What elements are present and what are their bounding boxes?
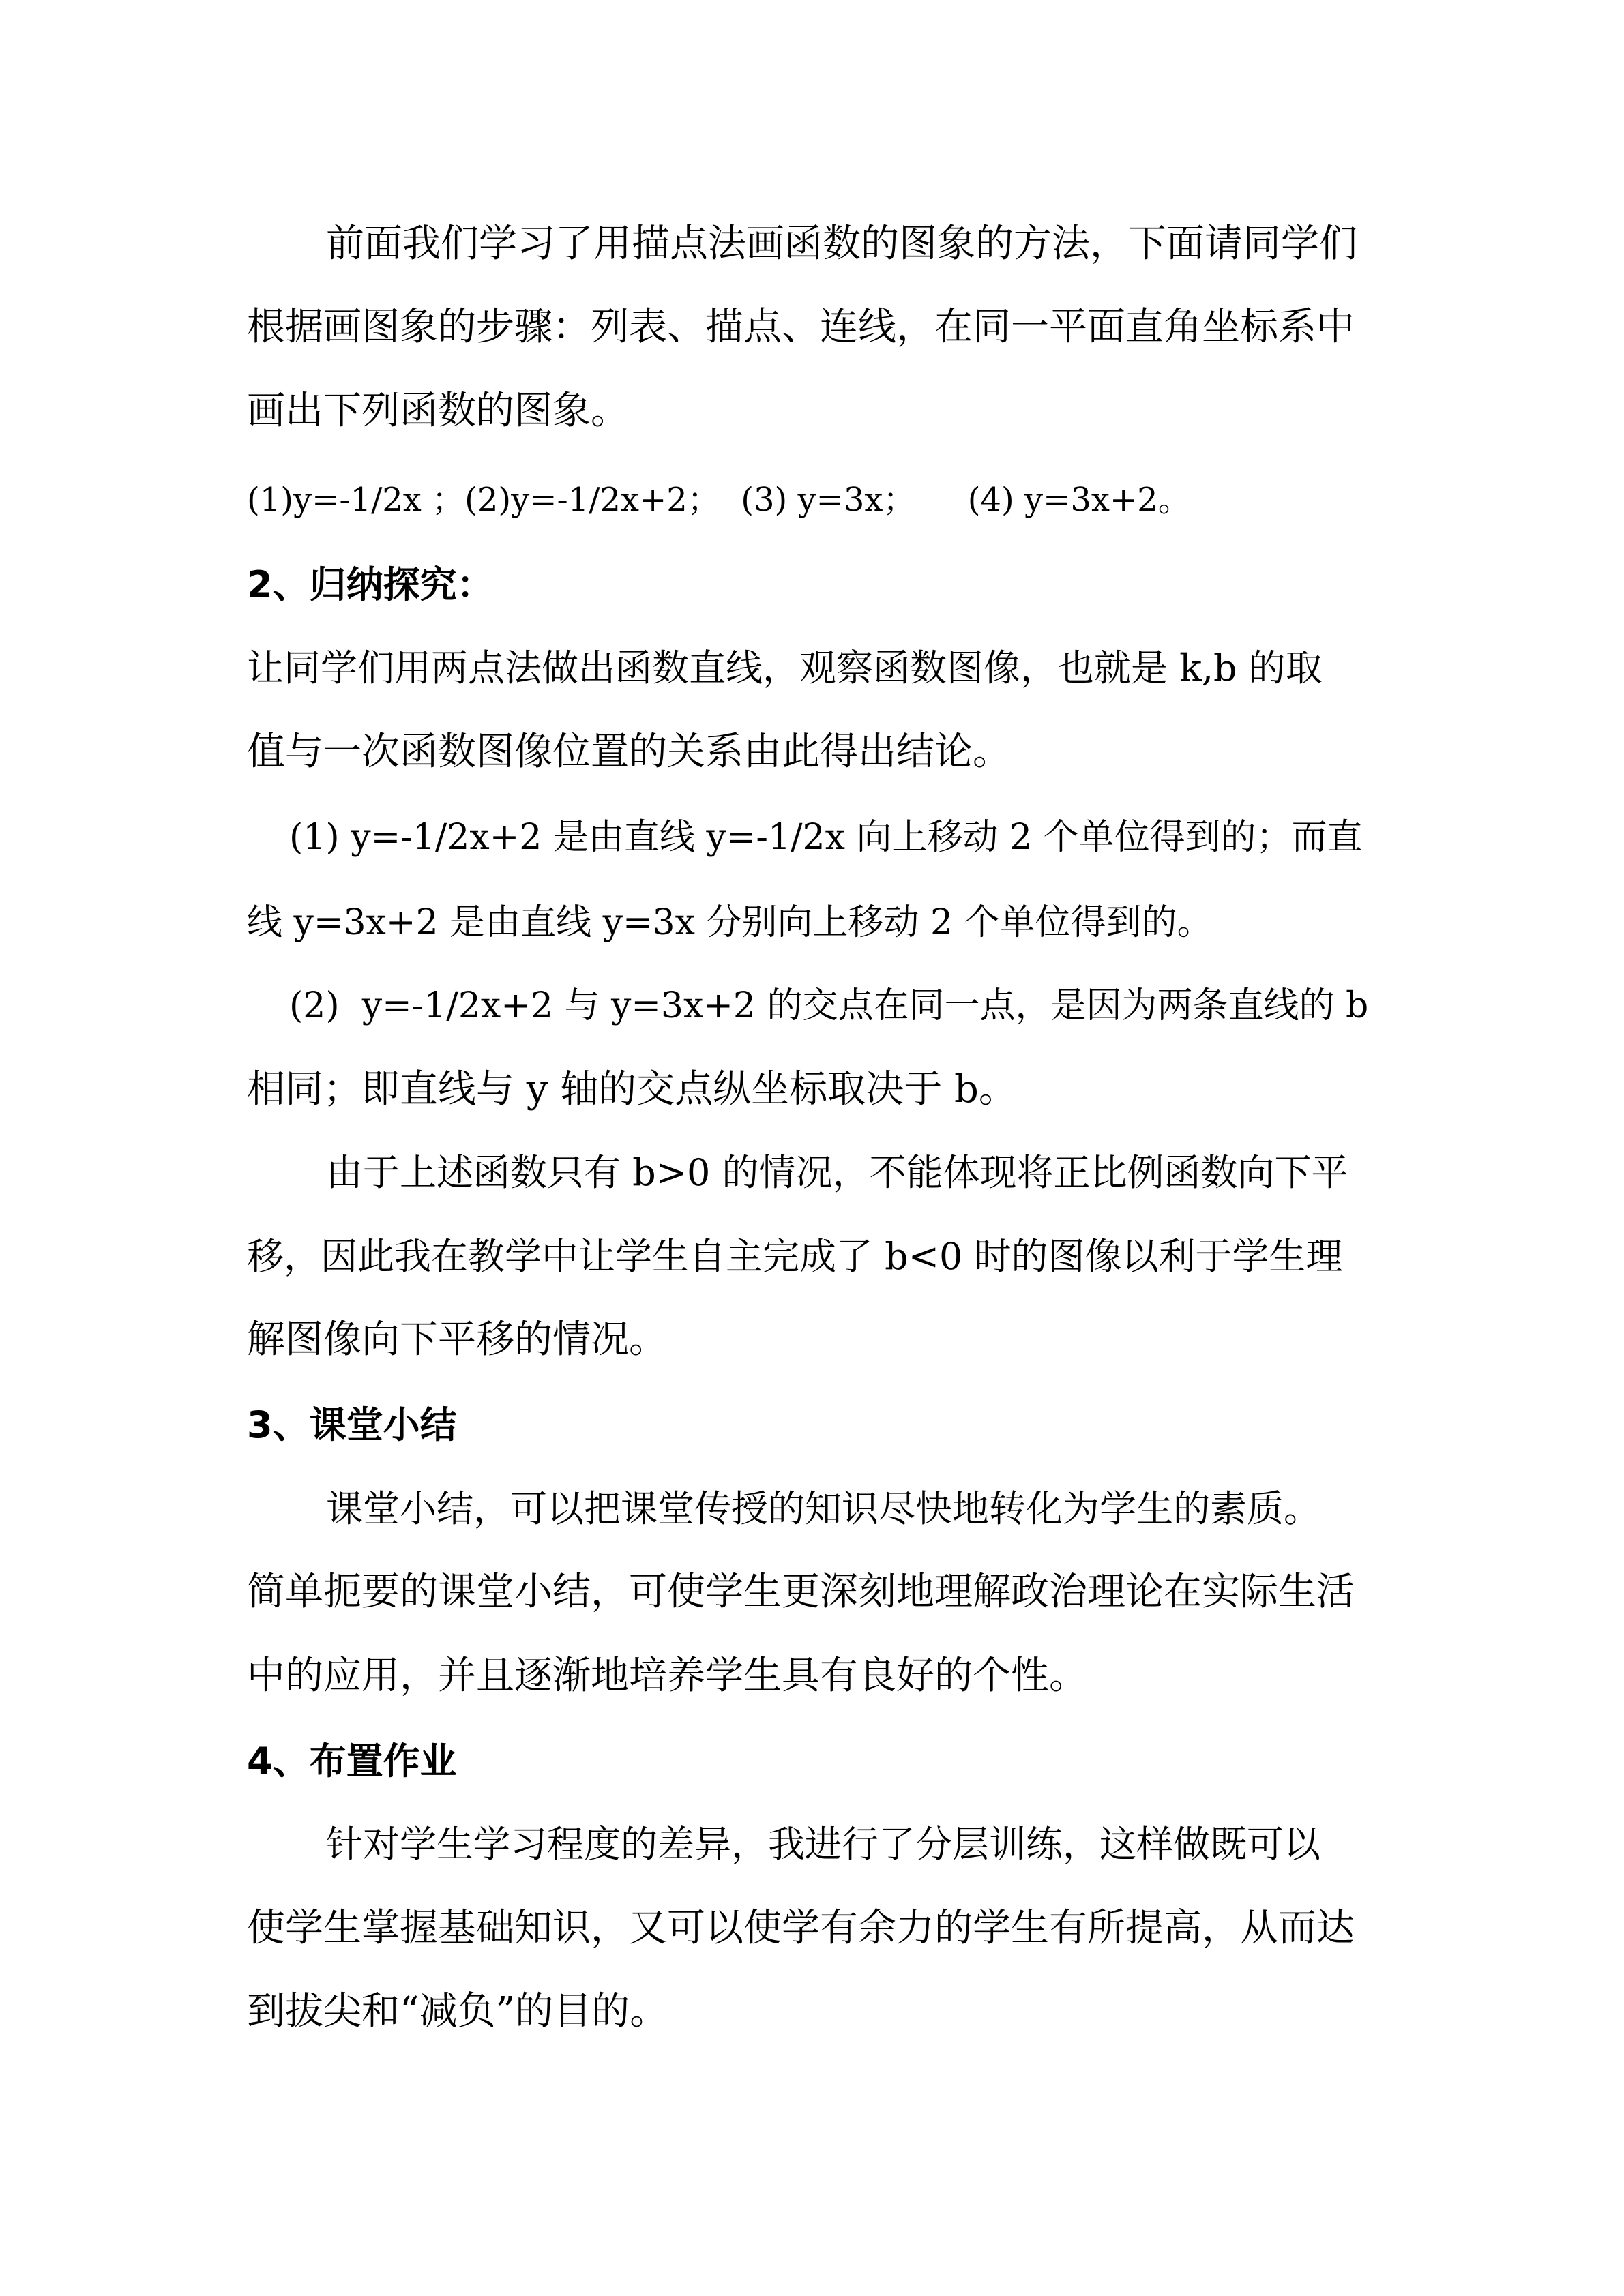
paragraph-line: 移，因此我在教学中让学生自主完成了 b<0 时的图像以利于学生理 — [247, 1235, 1343, 1278]
paragraph-line: 课堂小结，可以把课堂传授的知识尽快地转化为学生的素质。 — [326, 1487, 1320, 1530]
section-heading-induction: 2、归纳探究： — [247, 563, 494, 606]
paragraph-line: 线 y=3x+2 是由直线 y=3x 分别向上移动 2 个单位得到的。 — [247, 902, 1213, 943]
paragraph-line: 让同学们用两点法做出函数直线，观察函数图像，也就是 k,b 的取 — [247, 646, 1323, 689]
paragraph-line: 根据画图象的步骤：列表、描点、连线，在同一平面直角坐标系中 — [247, 305, 1355, 349]
function-list: (1)y=-1/2x ；(2)y=-1/2x+2； (3) y=3x； (4) y=3x+2。 — [247, 481, 1191, 519]
paragraph-line: (1) y=-1/2x+2 是由直线 y=-1/2x 向上移动 2 个单位得到的；而直 — [289, 817, 1363, 858]
section-heading-homework: 4、布置作业 — [247, 1740, 457, 1783]
paragraph-line: 由于上述函数只有 b>0 的情况，不能体现将正比例函数向下平 — [326, 1151, 1348, 1194]
paragraph-line: 使学生掌握基础知识，又可以使学有余力的学生有所提高，从而达 — [247, 1906, 1355, 1950]
paragraph-line: (2) y=-1/2x+2 与 y=3x+2 的交点在同一点，是因为两条直线的 b — [289, 985, 1369, 1026]
paragraph-line: 值与一次函数图像位置的关系由此得出结论。 — [247, 730, 1011, 774]
paragraph-line: 到拔尖和“减负”的目的。 — [247, 1989, 668, 2033]
section-heading-summary: 3、课堂小结 — [247, 1403, 457, 1446]
paragraph-line: 画出下列函数的图象。 — [247, 389, 629, 433]
paragraph-line: 解图像向下平移的情况。 — [247, 1317, 667, 1362]
paragraph-line: 中的应用，并且逐渐地培养学生具有良好的个性。 — [247, 1654, 1087, 1698]
paragraph-line: 相同；即直线与 y 轴的交点纵坐标取决于 b。 — [247, 1067, 1017, 1112]
paragraph-line: 前面我们学习了用描点法画函数的图象的方法，下面请同学们 — [326, 222, 1357, 266]
paragraph-line: 针对学生学习程度的差异，我进行了分层训练，这样做既可以 — [326, 1823, 1320, 1866]
paragraph-line: 简单扼要的课堂小结，可使学生更深刻地理解政治理论在实际生活 — [247, 1570, 1355, 1614]
